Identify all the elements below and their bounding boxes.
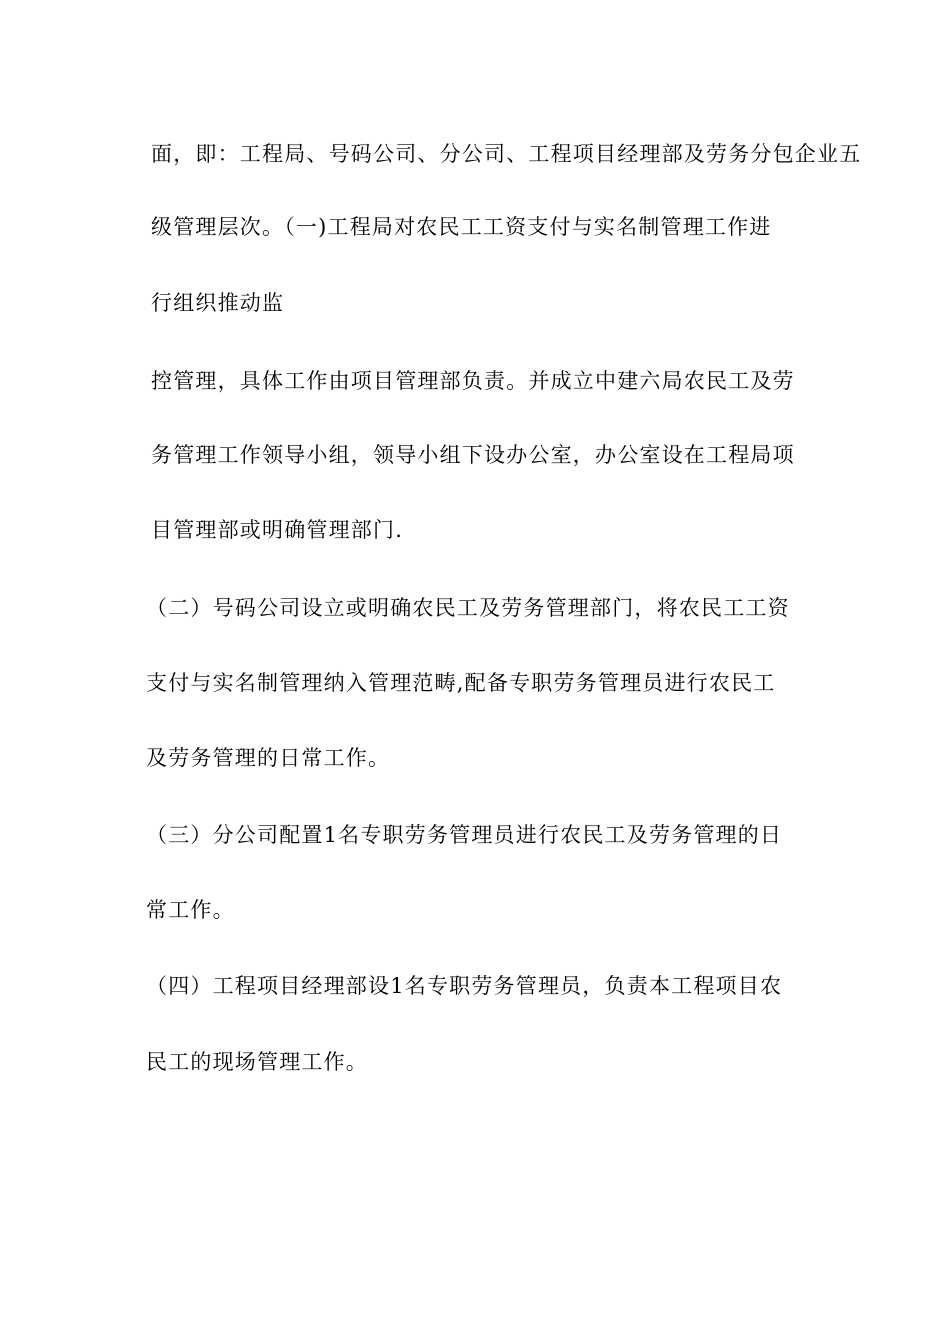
text-line: 常工作。 (146, 898, 235, 922)
text-line: 控管理，具体工作由项目管理部负责。并成立中建六局农民工及劳 (151, 369, 795, 393)
text-line: 行组织推动监 (151, 291, 285, 315)
text-line: （二）号码公司设立或明确农民工及劳务管理部门，将农民工工资 (146, 596, 790, 620)
text-line: 民工的现场管理工作。 (146, 1050, 368, 1074)
text-line: 务管理工作领导小组，领导小组下设办公室，办公室设在工程局项 (151, 443, 795, 467)
text-line: 面，即：工程局、号码公司、分公司、工程项目经理部及劳务分包企业五 (151, 142, 862, 166)
text-line: （四）工程项目经理部设1名专职劳务管理员，负责本工程项目农 (146, 974, 783, 998)
text-line: 级管理层次。（一)工程局对农民工工资支付与实名制管理工作进 (151, 215, 772, 239)
text-line: 及劳务管理的日常工作。 (146, 746, 391, 770)
text-line: 目管理部或明确管理部门. (151, 518, 404, 542)
text-line: 支付与实名制管理纳入管理范畴,配备专职劳务管理员进行农民工 (146, 671, 776, 695)
text-line: （三）分公司配置1名专职劳务管理员进行农民工及劳务管理的日 (146, 823, 783, 847)
